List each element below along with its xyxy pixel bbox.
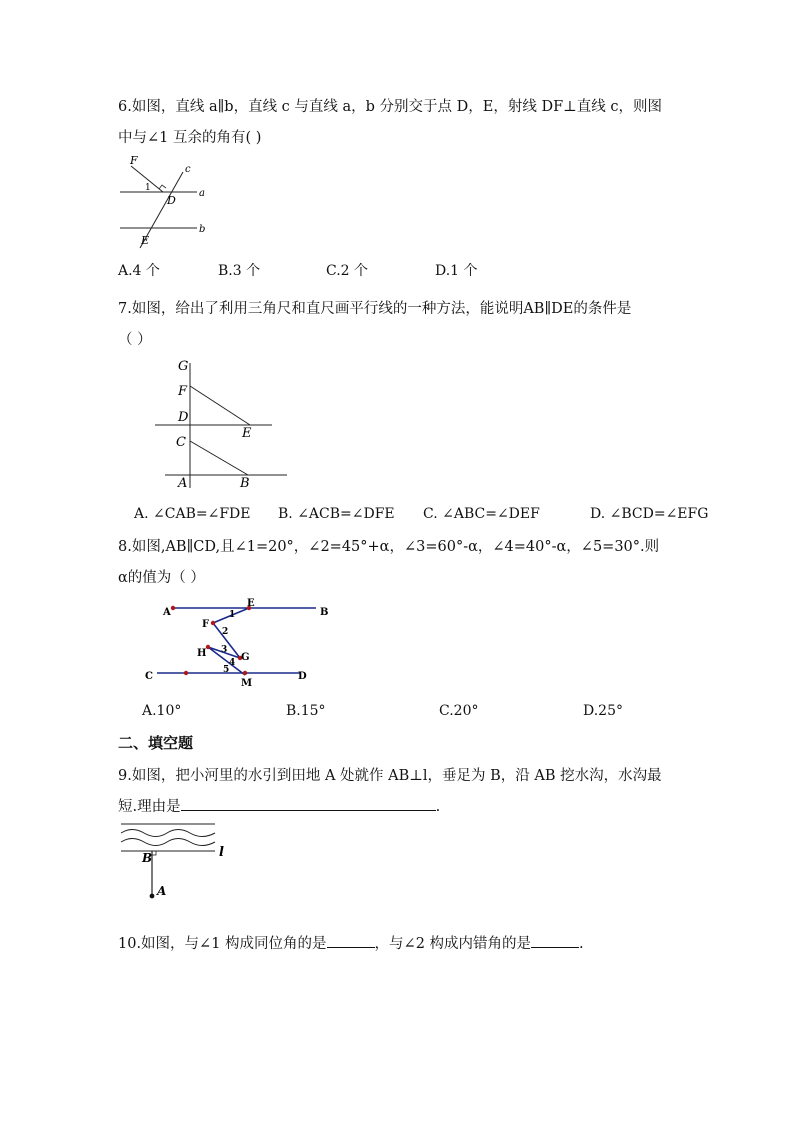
q6-label-F: F bbox=[130, 154, 138, 167]
q6-option-a[interactable]: A.4 个 bbox=[118, 263, 160, 279]
q6-label-E: E bbox=[141, 234, 150, 247]
q6-option-c[interactable]: C.2 个 bbox=[326, 263, 369, 279]
q6-label-b: b bbox=[199, 224, 206, 235]
q7-text-line1: 7.如图，给出了利用三角尺和直尺画平行线的一种方法，能说明AB∥DE的条件是 bbox=[118, 301, 632, 317]
q7-option-d[interactable]: D. ∠BCD=∠EFG bbox=[590, 506, 709, 522]
q8-angle-3: 3 bbox=[221, 645, 228, 655]
q10-middle: ，与∠2 构成内错角的是 bbox=[374, 936, 532, 952]
q8-option-c[interactable]: C.20° bbox=[439, 703, 479, 719]
q9-point-A bbox=[150, 894, 155, 899]
q7-figure bbox=[150, 355, 295, 495]
q10-suffix: . bbox=[579, 936, 584, 952]
q8-point-H bbox=[206, 645, 210, 649]
q9-text-line2 bbox=[118, 795, 440, 816]
q9-label-A: A bbox=[157, 884, 167, 898]
q8-label-B: B bbox=[320, 607, 329, 618]
q6-options bbox=[118, 260, 718, 280]
q8-label-H: H bbox=[197, 648, 207, 659]
q8-label-A: A bbox=[163, 607, 171, 618]
q6-text-line1: 6.如图，直线 a∥b，直线 c 与直线 a，b 分别交于点 D，E，射线 DF⊥直线 c，则图 bbox=[118, 99, 663, 115]
q10-blank-2[interactable] bbox=[531, 932, 579, 948]
q7-option-b[interactable]: B. ∠ACB=∠DFE bbox=[278, 506, 395, 522]
q8-option-d[interactable]: D.25° bbox=[583, 703, 623, 719]
q8-text-line1: 8.如图,AB∥CD,且∠1=20°，∠2=45°+α，∠3=60°-α，∠4=40°-α，∠5=30°.则 bbox=[118, 539, 660, 555]
q8-label-C: C bbox=[145, 671, 153, 682]
q6-label-c: c bbox=[185, 164, 191, 175]
q8-angle-4: 4 bbox=[229, 658, 236, 668]
q9-text-line1: 9.如图，把小河里的水引到田地 A 处就作 AB⊥l，垂足为 B，沿 AB 挖水沟，水沟最 bbox=[118, 768, 662, 784]
q7-option-c[interactable]: C. ∠ABC=∠DEF bbox=[423, 506, 540, 522]
q7-text-line2: （ ） bbox=[118, 332, 152, 348]
q8-option-a[interactable]: A.10° bbox=[142, 703, 182, 719]
q6-text-line2: 中与∠1 互余的角有( ) bbox=[118, 130, 262, 146]
q7-label-F: F bbox=[178, 384, 188, 399]
q9-label-B: B bbox=[142, 851, 153, 865]
q9-figure bbox=[118, 822, 238, 904]
q6-label-D: D bbox=[167, 194, 176, 207]
q9-right-angle-mark bbox=[152, 851, 156, 855]
q9-line2-prefix: 短.理由是 bbox=[118, 799, 181, 815]
q7-line-fe bbox=[190, 386, 250, 425]
q7-label-E: E bbox=[242, 426, 252, 441]
q7-label-G: G bbox=[178, 359, 189, 374]
q8-options bbox=[142, 703, 742, 723]
q10-blank-1[interactable] bbox=[327, 932, 375, 948]
q8-point-M bbox=[243, 671, 247, 675]
q8-figure bbox=[140, 595, 340, 690]
q10-text bbox=[118, 932, 584, 953]
q7-options bbox=[134, 506, 734, 526]
q8-angle-2: 2 bbox=[222, 627, 229, 637]
q8-label-G: G bbox=[241, 652, 250, 663]
q8-label-D: D bbox=[298, 671, 307, 682]
q7-option-a[interactable]: A. ∠CAB=∠FDE bbox=[134, 506, 251, 522]
q10-prefix: 10.如图，与∠1 构成同位角的是 bbox=[118, 936, 327, 952]
q9-line2-suffix: . bbox=[435, 799, 441, 815]
q8-point-F bbox=[211, 621, 215, 625]
q6-option-d[interactable]: D.1 个 bbox=[435, 263, 478, 279]
q7-line-cb bbox=[190, 441, 248, 475]
q7-label-A: A bbox=[178, 476, 188, 491]
q8-label-M: M bbox=[241, 678, 253, 689]
q8-angle-1: 1 bbox=[229, 610, 236, 620]
q7-label-D: D bbox=[178, 410, 189, 425]
q9-wave-2 bbox=[121, 839, 215, 846]
q7-label-B: B bbox=[240, 476, 250, 491]
q6-label-a: a bbox=[199, 188, 205, 199]
q8-label-E: E bbox=[247, 598, 255, 609]
q8-point-C bbox=[184, 671, 188, 675]
section-heading-fill-in: 二、填空题 bbox=[118, 734, 194, 752]
q9-wave-1 bbox=[121, 830, 215, 837]
q6-label-1: 1 bbox=[145, 183, 151, 193]
q9-label-l: l bbox=[219, 845, 224, 860]
q8-option-b[interactable]: B.15° bbox=[286, 703, 326, 719]
q8-label-F: F bbox=[202, 619, 210, 630]
q8-point-A bbox=[171, 606, 175, 610]
q6-figure bbox=[115, 152, 215, 252]
q6-option-b[interactable]: B.3 个 bbox=[218, 263, 261, 279]
q7-label-C: C bbox=[176, 435, 186, 450]
q8-text-line2: α的值为（ ） bbox=[118, 570, 205, 586]
q8-angle-5: 5 bbox=[223, 665, 230, 675]
q6-right-angle-mark bbox=[159, 185, 166, 189]
q9-answer-blank[interactable] bbox=[181, 795, 436, 811]
